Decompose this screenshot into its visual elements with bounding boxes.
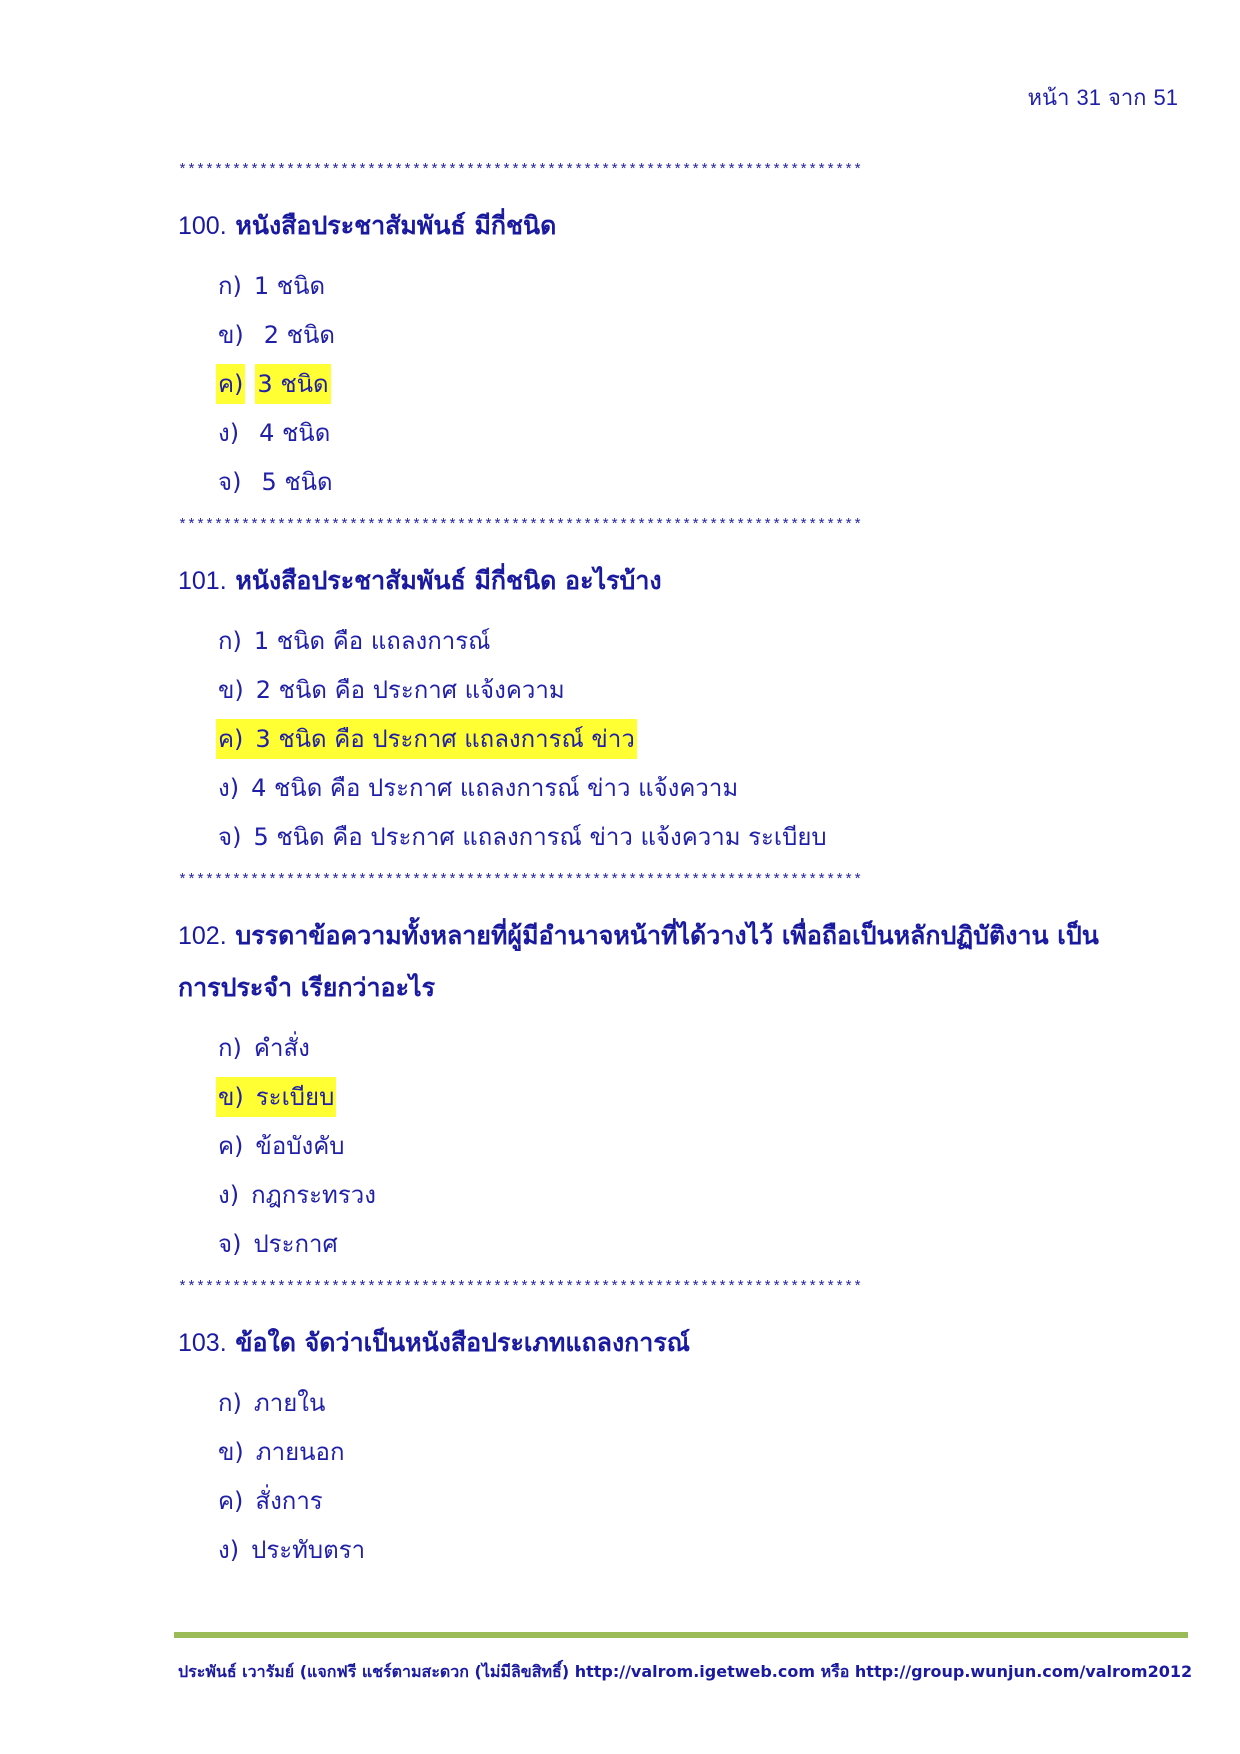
choice-list: [216, 1024, 1188, 1269]
choice-label: ข): [218, 676, 244, 704]
choice-item: [216, 1024, 1188, 1073]
question-number: 103.: [178, 1329, 227, 1357]
question-body: ข้อใด จัดว่าเป็นหนังสือประเภทแถลงการณ์: [235, 1328, 690, 1357]
choice-label: ค): [218, 1487, 244, 1515]
choice-label: ค): [216, 719, 243, 759]
choice-item: [216, 1379, 1188, 1428]
choice-list: [216, 1379, 1188, 1575]
separator: ****************************************************************************: [178, 872, 863, 889]
choice-label: ก): [218, 627, 242, 655]
total-pages: 51: [1153, 85, 1178, 110]
choice-text: ระเบียบ: [244, 1077, 337, 1117]
choice-item-answer: [216, 1073, 1188, 1122]
choice-label: ง): [218, 1536, 240, 1564]
quiz-content: [178, 160, 1188, 1583]
choice-item: [216, 1477, 1188, 1526]
choice-text: 3 ชนิด คือ ประกาศ แถลงการณ์ ข่าว: [243, 719, 636, 759]
question-101: [178, 555, 1188, 862]
question-number: 101.: [178, 567, 227, 595]
choice-label: ค): [218, 1132, 244, 1160]
choice-label: ก): [218, 1034, 242, 1062]
choice-label: ข): [218, 321, 244, 349]
choice-text: ภายใน: [253, 1389, 326, 1417]
separator: ****************************************************************************: [178, 162, 863, 179]
choice-text: 2 ชนิด คือ ประกาศ แจ้งความ: [255, 676, 565, 704]
question-text: [178, 555, 1188, 607]
current-page: 31: [1076, 85, 1101, 110]
question-body-line2: การประจำ เรียกว่าอะไร: [178, 973, 435, 1002]
question-text: [178, 910, 1188, 1014]
choice-item: [216, 1171, 1188, 1220]
choice-text: 3 ชนิด: [255, 364, 330, 404]
choice-text: สั่งการ: [255, 1487, 323, 1515]
choice-list: [216, 617, 1188, 862]
choice-label: จ): [218, 823, 242, 851]
choice-text: 5 ชนิด: [261, 468, 333, 496]
question-100: [178, 200, 1188, 507]
question-body: หนังสือประชาสัมพันธ์ มีกี่ชนิด: [235, 211, 557, 240]
choice-item: [216, 1122, 1188, 1171]
question-body-line1: บรรดาข้อความทั้งหลายที่ผู้มีอำนาจหน้าที่ได้วางไว้ เพื่อถือเป็นหลักปฏิบัติงาน เป็น: [235, 921, 1099, 950]
choice-item: [216, 1428, 1188, 1477]
question-text: [178, 200, 1188, 252]
footer-credits: ประพันธ์ เวารัมย์ (แจกฟรี แชร์ตามสะดวก (ไม่มีลิขสิทธิ์) http://valrom.igetweb.com หรือ http://group.wunjun.com/valrom2012: [178, 1662, 1193, 1681]
choice-label: ข): [216, 1077, 244, 1117]
question-102: [178, 910, 1188, 1269]
page-number-header: [1028, 80, 1178, 115]
choice-label: ข): [218, 1438, 244, 1466]
choice-text: ข้อบังคับ: [255, 1132, 345, 1160]
question-text: [178, 1317, 1188, 1369]
choice-item: [216, 813, 1188, 862]
choice-item: [216, 409, 1188, 458]
choice-label: ง): [218, 419, 240, 447]
question-103: [178, 1317, 1188, 1575]
choice-item: [216, 666, 1188, 715]
choice-item: [216, 458, 1188, 507]
choice-text: 4 ชนิด คือ ประกาศ แถลงการณ์ ข่าว แจ้งความ: [251, 774, 739, 802]
choice-label: ก): [218, 272, 242, 300]
choice-label: ค): [216, 364, 245, 404]
page-label: หน้า: [1027, 86, 1070, 111]
separator: ****************************************************************************: [178, 517, 863, 534]
footer-divider: [174, 1632, 1188, 1638]
choice-label: ง): [218, 774, 240, 802]
choice-item: [216, 1526, 1188, 1575]
choice-text: ประกาศ: [253, 1230, 338, 1258]
question-body: หนังสือประชาสัมพันธ์ มีกี่ชนิด อะไรบ้าง: [235, 566, 662, 595]
choice-item: [216, 262, 1188, 311]
choice-text: 2 ชนิด: [263, 321, 335, 349]
page-of-label: จาก: [1107, 86, 1147, 111]
choice-label: ง): [218, 1181, 240, 1209]
choice-item: [216, 1220, 1188, 1269]
choice-label: จ): [218, 1230, 242, 1258]
choice-list: [216, 262, 1188, 507]
choice-text: ประทับตรา: [251, 1536, 366, 1564]
choice-text: ภายนอก: [255, 1438, 345, 1466]
choice-item-answer: [216, 715, 1188, 764]
choice-label: จ): [218, 468, 242, 496]
choice-label: ก): [218, 1389, 242, 1417]
choice-text: 1 ชนิด คือ แถลงการณ์: [253, 627, 491, 655]
choice-item: [216, 617, 1188, 666]
choice-text: 4 ชนิด: [259, 419, 331, 447]
question-number: 102.: [178, 922, 227, 950]
choice-item: [216, 764, 1188, 813]
choice-item-answer: [216, 360, 1188, 409]
choice-text: 5 ชนิด คือ ประกาศ แถลงการณ์ ข่าว แจ้งความ ระเบียบ: [253, 823, 827, 851]
question-number: 100.: [178, 212, 227, 240]
choice-text: กฎกระทรวง: [251, 1181, 376, 1209]
choice-text: 1 ชนิด: [253, 272, 326, 300]
choice-text: คำสั่ง: [253, 1034, 310, 1062]
choice-item: [216, 311, 1188, 360]
separator: ****************************************************************************: [178, 1279, 863, 1296]
